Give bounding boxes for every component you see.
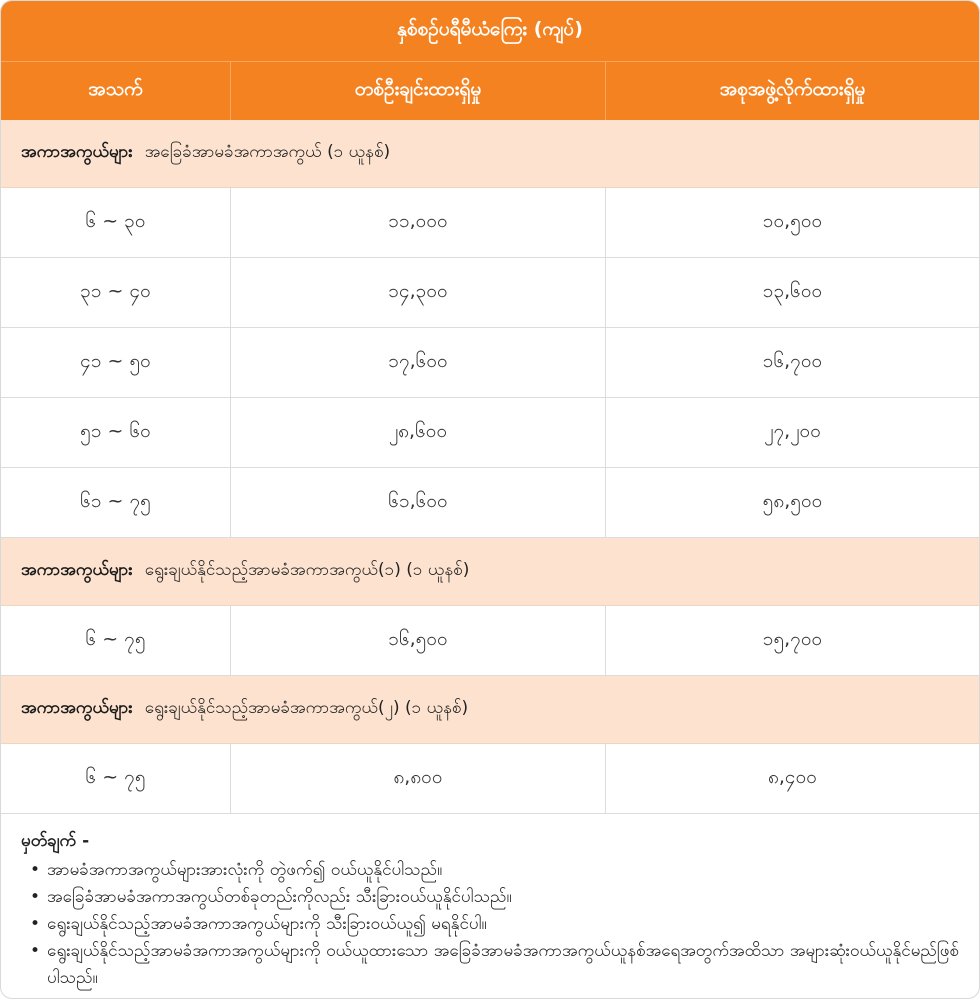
section-text: ရွေးချယ်နိုင်သည့်အာမခံအကာအကွယ်(၂) (၁ ယူနစ်) [144, 698, 469, 718]
table-row [1, 188, 979, 258]
age-cell: ၆ ~ ၇၅ [1, 744, 231, 813]
table-row [1, 328, 979, 398]
note-item [21, 938, 959, 992]
section-header-basic [1, 120, 979, 188]
table-row [1, 468, 979, 538]
table-title: နှစ်စဉ်ပရီမီယံကြေး (ကျပ်) [1, 1, 979, 62]
table-row [1, 258, 979, 328]
section-header-optional-2 [1, 676, 979, 744]
individual-premium-cell: ၂၈,၆၀၀ [231, 398, 606, 467]
notes-section [1, 814, 979, 992]
individual-premium-cell: ၁၇,၆၀၀ [231, 328, 606, 397]
group-premium-cell: ၈,၄၀၀ [768, 765, 817, 788]
column-header-age: အသက် [1, 62, 231, 120]
bullet-icon: • [30, 860, 41, 880]
group-premium-cell: ၁၅,၇၀၀ [762, 627, 823, 650]
group-premium-cell: ၂၇,၂၀၀ [764, 419, 821, 442]
table-row [1, 398, 979, 468]
individual-premium-cell: ၁၁,၀၀၀ [231, 188, 606, 257]
bullet-icon: • [30, 887, 41, 907]
table-row [1, 606, 979, 676]
bullet-icon: • [30, 941, 41, 961]
section-header-optional-1 [1, 538, 979, 606]
age-cell: ၄၁ ~ ၅၀ [1, 328, 231, 397]
section-text: ရွေးချယ်နိုင်သည့်အာမခံအကာအကွယ်(၁) (၁ ယူနစ်) [144, 560, 470, 580]
group-premium-cell: ၁၀,၅၀၀ [762, 209, 823, 232]
note-item [21, 857, 959, 884]
note-text: ရွေးချယ်နိုင်သည့်အာမခံအကာအကွယ်များကို သီးခြားဝယ်ယူ၍ မရနိုင်ပါ။ [47, 914, 487, 934]
note-item [21, 884, 959, 911]
age-cell: ၆ ~ ၇၅ [1, 606, 231, 675]
note-text: အာမခံအကာအကွယ်များအားလုံးကို တွဲဖက်၍ ဝယ်ယူနိုင်ပါသည်။ [47, 860, 443, 880]
individual-premium-cell: ၁၄,၃၀၀ [231, 258, 606, 327]
section-label: အကာအကွယ်များ [21, 142, 133, 162]
note-item [21, 911, 959, 938]
age-cell: ၅၁ ~ ၆၀ [1, 398, 231, 467]
note-text: ရွေးချယ်နိုင်သည့်အာမခံအကာအကွယ်များကို ဝယ်ယူထားသော အခြေခံအာမခံအကာအကွယ်ယူနစ်အရေအတွက်အထိသာ အများဆုံးဝယ်ယူနိုင်မည်ဖြစ်ပါသည်။ [47, 941, 959, 988]
section-text: အခြေခံအာမခံအကာအကွယ် (၁ ယူနစ်) [144, 142, 391, 162]
individual-premium-cell: ၁၆,၅၀၀ [231, 606, 606, 675]
notes-list [21, 857, 959, 992]
table-header-row [1, 62, 979, 120]
column-header-group: အစုအဖွဲ့လိုက်ထားရှိမှု [719, 78, 866, 100]
table-row [1, 744, 979, 814]
section-label: အကာအကွယ်များ [21, 560, 133, 580]
individual-premium-cell: ၈,၈၀၀ [231, 744, 606, 813]
group-premium-cell: ၁၃,၆၀၀ [762, 279, 823, 302]
group-premium-cell: ၅၈,၅၀၀ [762, 489, 823, 512]
group-premium-cell: ၁၆,၇၀၀ [762, 349, 823, 372]
column-header-individual: တစ်ဦးချင်းထားရှိမှု [231, 62, 606, 120]
bullet-icon: • [30, 914, 41, 934]
notes-title: မှတ်ချက် - [21, 831, 90, 851]
age-cell: ၃၁ ~ ၄၀ [1, 258, 231, 327]
individual-premium-cell: ၆၁,၆၀၀ [231, 468, 606, 537]
age-cell: ၆၁ ~ ၇၅ [1, 468, 231, 537]
age-cell: ၆ ~ ၃၀ [1, 188, 231, 257]
note-text: အခြေခံအာမခံအကာအကွယ်တစ်ခုတည်းကိုလည်း သီးခြားဝယ်ယူနိုင်ပါသည်။ [47, 887, 512, 907]
section-label: အကာအကွယ်များ [21, 698, 133, 718]
